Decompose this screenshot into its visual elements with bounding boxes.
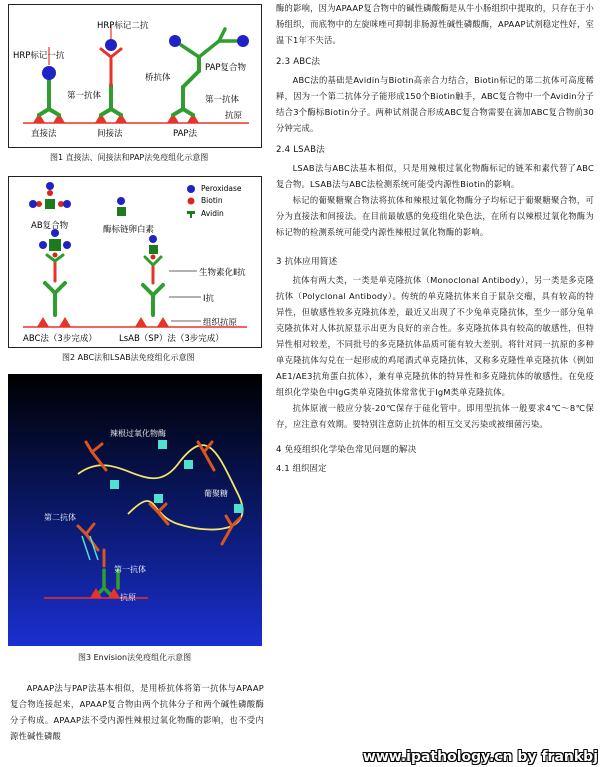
label-hrp-primary: HRP标记一抗 <box>13 51 65 61</box>
heading-2-3: 2.3 ABC法 <box>276 57 321 67</box>
figure-3-caption: 图3 Envision法免疫组化示意图 <box>78 653 192 662</box>
paragraph: 抗体原液一般应分装-20℃保存于硅化管中。即用型抗体一般要求4℃～8℃保存，应注意有效期。要特别注意防止抗体的相互交叉污染或被细菌污染。 <box>276 403 594 429</box>
label-direct: 直接法 <box>31 129 57 139</box>
env-label-dextran: 葡聚糖 <box>204 489 228 498</box>
paragraph: APAAP法与PAP法基本相似，是用桥抗体将第一抗体与APAAP复合物连接起来，APAAP复合物由两个抗体分子和两个碱性磷酸酶分子构成。APAAP法不受内源性辣根过氧化物酶的影响，也不受内源性碱性磷酸 <box>10 683 264 741</box>
left-bottom-text <box>10 680 264 744</box>
pap-bridge <box>183 57 199 87</box>
label-antigen: 抗原 <box>225 111 243 121</box>
label-biotin-second: 生物素化Ⅱ抗 <box>199 268 246 278</box>
label-tissue-antigen: 组织抗原 <box>203 318 238 328</box>
label-primary-1: 第一抗体 <box>67 91 102 101</box>
enzyme-avidin-glyph <box>117 197 126 216</box>
env-label-first: 第一抗体 <box>114 565 146 574</box>
pap-primary <box>173 87 193 115</box>
ab-complex-glyph <box>29 182 71 209</box>
figure-3 <box>8 374 262 646</box>
figure-1 <box>8 4 262 148</box>
env-label-antigen: 抗原 <box>120 593 136 602</box>
right-column <box>276 0 594 476</box>
heading-4: 4 免疫组织化学染色常见问题的解决 <box>276 445 417 455</box>
label-lsab: LsAB（SP）法（3步完成） <box>119 334 224 344</box>
figure-2-caption: 图2 ABC法和LSAB法免疫组化示意图 <box>62 353 195 362</box>
label-hrp-secondary: HRP标记二抗 <box>97 21 149 31</box>
label-pap-complex: PAP复合物 <box>205 63 247 73</box>
figure-3-diagram <box>8 374 262 646</box>
legend-avidin: Avidin <box>201 209 224 218</box>
paragraph: 标记的葡聚糖聚合物法将抗体和辣根过氧化物酶分子均标记于葡聚糖聚合物，可分为直接法和间接法。在目前最敏感的免疫组化染色法，在所有以辣根过氧化物酶为标记物的检测系统可能受内源性辣根过氧化物酶的影响。 <box>276 195 594 237</box>
watermark: www.ipathology.cn by frankbj <box>362 749 598 765</box>
figure-2 <box>8 176 262 348</box>
label-ab-complex: AB复合物 <box>31 221 69 231</box>
label-first-ab: Ⅰ抗 <box>203 294 215 304</box>
direct-antibody <box>39 79 59 115</box>
figure-1-caption: 图1 直接法、间接法和PAP法免疫组化示意图 <box>50 153 209 162</box>
label-primary-2: 第一抗体 <box>205 95 240 105</box>
heading-2-4: 2.4 LSAB法 <box>276 145 325 155</box>
env-label-enzyme: 辣根过氧化物酶 <box>110 429 166 438</box>
hrp-marker <box>42 66 56 80</box>
pap-complex <box>181 29 237 57</box>
label-abc: ABC法（3步完成） <box>23 334 97 344</box>
label-indirect: 间接法 <box>97 129 123 139</box>
heading-3: 3 抗体应用简述 <box>276 257 338 267</box>
label-bridge: 桥抗体 <box>145 73 171 83</box>
legend-biotin: Biotin <box>201 196 223 205</box>
paragraph: ABC法的基础是Avidin与Biotin高亲合力结合，Biotin标记的第二抗体可高度稀释，因为一个第二抗体分子能形成150个Biotin触手，ABC复合物中一个Avidin分子结合3个酶标Biotin分子。两种试剂混合形成ABC复合物需要在滴加ABC复合物前30分钟完成。 <box>276 75 594 133</box>
label-enzyme-avidin: 酶标链卵白素 <box>103 225 155 235</box>
paragraph: LSAB法与ABC法基本相似，只是用辣根过氧化物酶标记的链苯和素代替了ABC复合物。LSAB法与ABC法检测系统可能受内源性Biotin的影响。 <box>276 163 594 189</box>
indirect-primary <box>101 85 121 115</box>
label-pap: PAP法 <box>173 129 198 139</box>
paragraph: 抗体有两大类，一类是单克隆抗体（Monoclonal Antibody），另一类是多克隆抗体（Polyclonal Antibody）。传统的单克隆抗体来自于鼠杂交瘤，具有较高的特异性，但敏感性较多克隆抗体差，最近又出现了不少兔单克隆抗体，至少一部分兔单克隆抗体对人体抗原显示出更为良好的亲合性。多克隆抗体具有较高的敏感性，但特异性相对较差，不同批号的多克隆抗体品质可能有较大差别。将针对同一抗原的多种单克隆抗体勾兑在一起形成的鸡尾酒式单克隆抗体，又称多克隆性单克隆抗体（例如AE1/AE3抗角蛋白抗体），兼有单克隆抗体的特异性和多克隆抗体的敏感性。在免疫组织化学染色中IgG类单克隆抗体常常优于IgM类单克隆抗体。 <box>276 275 594 397</box>
heading-4-1: 4.1 组织固定 <box>276 463 327 473</box>
paragraph: 酶的影响，因为APAAP复合物中的碱性磷酸酶是从牛小肠组织中提取的，只存在于小肠组织，而底物中的左旋咪唑可抑制非肠源性碱性磷酸酶，APAAP试剂稳定性好，室温下1年不失活。 <box>276 3 594 45</box>
legend-peroxidase: Peroxidase <box>201 184 242 193</box>
env-label-second: 第二抗体 <box>44 513 76 522</box>
indirect-secondary <box>101 49 121 85</box>
